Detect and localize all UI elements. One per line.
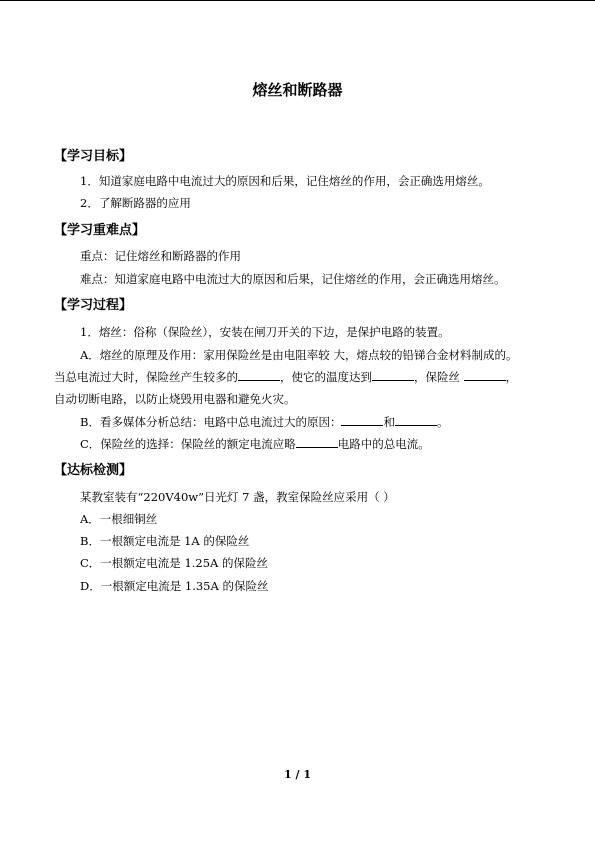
section-heading-goals: 【学习目标】 (54, 149, 133, 164)
process-paragraph-c (80, 436, 430, 452)
fill-blank (372, 369, 414, 381)
fill-blank (341, 414, 383, 426)
text-fragment: ，保险丝 (414, 370, 464, 384)
goal-item-1: 1．知道家庭电路中电流过大的原因和后果，记住熔丝的作用，会正确选用熔丝。 (80, 174, 490, 188)
option-a: A．一根细铜丝 (80, 512, 158, 526)
document-title: 熔丝和断路器 (252, 81, 343, 99)
section-heading-process: 【学习过程】 (54, 298, 133, 313)
process-paragraph-a-line-3: 自动切断电路，以防止烧毁用电器和避免火灾。 (54, 392, 296, 406)
top-rule (0, 0, 595, 1)
text-fragment: 电路中的总电流。 (337, 437, 430, 451)
text-fragment: ， (505, 370, 518, 384)
text-fragment: 当总电流过大时，保险丝产生较多的 (54, 370, 238, 384)
option-c: C．一根额定电流是 1.25A 的保险丝 (80, 556, 269, 570)
section-heading-test: 【达标检测】 (54, 463, 133, 478)
fill-blank (238, 369, 280, 381)
text-fragment: C．保险丝的选择：保险丝的额定电流应略 (80, 437, 296, 451)
fill-blank (464, 369, 506, 381)
page-number: 1 / 1 (284, 768, 311, 781)
process-paragraph-a-line-1: A．熔丝的原理及作用：家用保险丝是由电阻率较 大，熔点较的铅锑合金材料制成的。 (80, 348, 518, 362)
text-fragment: ，使它的温度达到 (280, 370, 372, 384)
test-question: 某教室装有“220V40w”日光灯 7 盏，教室保险丝应采用（ ） (80, 490, 395, 504)
process-paragraph-b (80, 414, 448, 430)
section-heading-key-points: 【学习重难点】 (54, 223, 146, 238)
text-fragment: 和 (383, 415, 395, 429)
option-b: B．一根额定电流是 1A 的保险丝 (80, 534, 250, 548)
fill-blank (296, 436, 338, 448)
option-d: D．一根额定电流是 1.35A 的保险丝 (80, 579, 269, 593)
key-point: 重点：记住熔丝和断路器的作用 (80, 249, 241, 263)
difficult-point: 难点：知道家庭电路中电流过大的原因和后果，记住熔丝的作用，会正确选用熔丝。 (80, 272, 506, 286)
process-paragraph-1: 1．熔丝：俗称（保险丝），安装在闸刀开关的下边，是保护电路的装置。 (80, 325, 450, 339)
fill-blank (395, 414, 437, 426)
text-fragment: 。 (436, 415, 449, 429)
goal-item-2: 2．了解断路器的应用 (80, 196, 191, 210)
text-fragment: B．看多媒体分析总结：电路中总电流过大的原因： (80, 415, 342, 429)
process-paragraph-a-line-2 (54, 369, 517, 385)
